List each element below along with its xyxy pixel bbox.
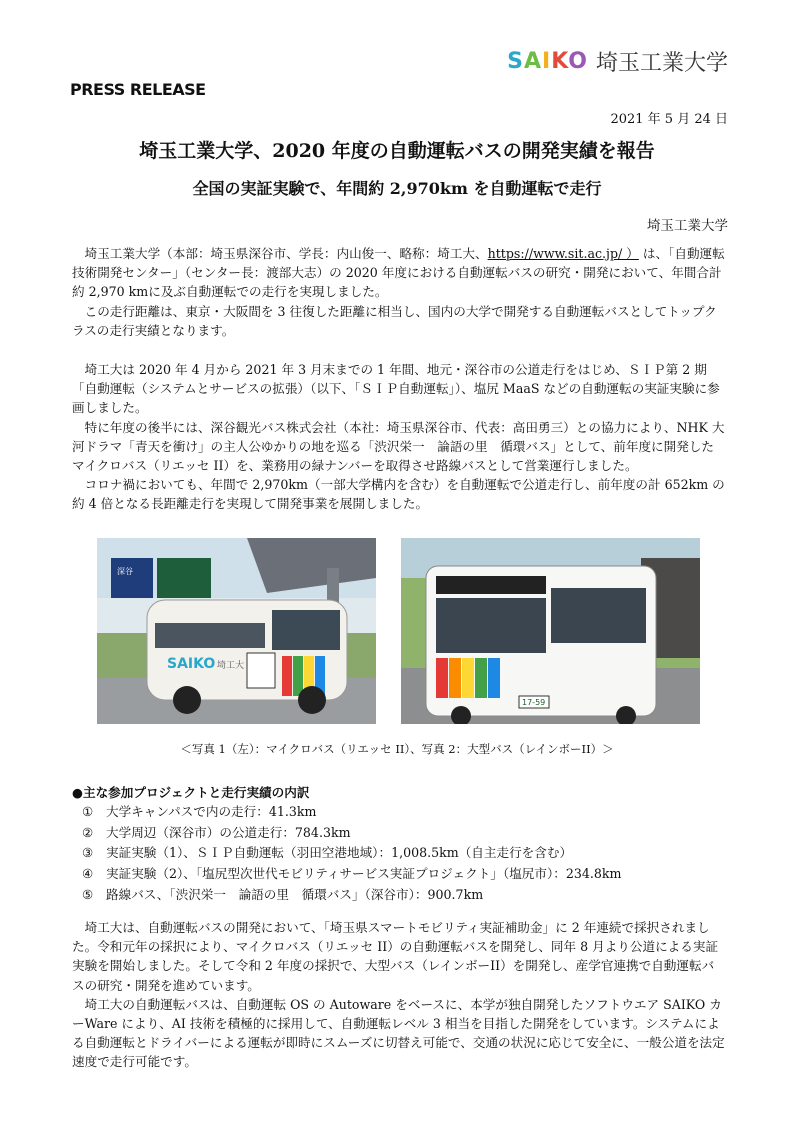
photo-caption: ＜写真 1（左）：マイクロバス（リエッセ II）、写真 2：大型バス（レインボーII）＞	[180, 742, 614, 756]
photo-large-bus	[401, 538, 700, 724]
list-item: ② 大学周辺（深谷市）の公道走行：784.3km	[82, 824, 351, 840]
photo-micro-bus	[97, 538, 376, 724]
activities-section	[72, 360, 726, 514]
bus-logo-text: SAIKO	[167, 656, 216, 672]
license-plate-text: 17-59	[522, 698, 546, 707]
large-bus-image	[401, 538, 700, 724]
project-list	[82, 802, 622, 906]
paragraph-route-bus: 特に年度の後半には、深谷観光バス株式会社（本社：埼玉県深谷市、代表：高田勇三）との協力により、NHK 大河ドラマ「青天を衝け」の主人公ゆかりの地を巡る「渋沢栄一 論語の里 循環バス」として、前年度に開発したマイクロバス（リエッセ II）を、業務用の緑ナンバーを取得させ路線バスとして営業運行しました。	[72, 419, 725, 474]
list-item: ④ 実証実験（2）、「塩尻型次世代モビリティサービス実証プロジェクト」（塩尻市）：234.8km	[82, 866, 622, 882]
university-logo-name: 埼玉工業大学	[595, 51, 728, 76]
press-release-label: PRESS RELEASE	[70, 80, 206, 99]
list-item: ⑤ 路線バス、「渋沢栄一 論語の里 循環バス」（深谷市）：900.7km	[82, 886, 484, 902]
bus-name-text: 埼工大	[217, 661, 245, 671]
paragraph-activities: 埼工大は 2020 年 4 月から 2021 年 3 月末までの 1 年間、地元・深谷市の公道走行をはじめ、ＳＩＰ第 2 期「自動運転（システムとサービスの拡張）（以下、「ＳＩＰ自動運転」）、塩尻 MaaS などの自動運転の実証実験に参画しました。	[72, 362, 720, 416]
document-subtitle: 全国の実証実験で、年間約 2,970km を自動運転で走行	[192, 179, 602, 198]
paragraph-autoware: 埼工大の自動運転バスは、自動運転 OS の Autoware をベースに、本学が独自開発したソフトウエア SAIKO カーWare により、AI 技術を積極的に採用して、自動運転レベル 3 相当を目指した開発をしています。システムによる自動運転とドライバーによる運転が即時にスムーズに切替え可能で、交通の状況に応じて安全に、一般公道を法定速度で走行可能です。	[72, 996, 725, 1070]
list-item: ③ 実証実験（1）、ＳＩＰ自動運転（羽田空港地域）：1,008.5km（自主走行を含む）	[82, 845, 573, 861]
release-date: 2021 年 5 月 24 日	[610, 112, 728, 127]
paragraph-covid: コロナ禍においても、年間で 2,970km（一部大学構内を含む）を自動運転で公道走行し、前年度の計 652km の約 4 倍となる長距離走行を実現して開発事業を展開しました。	[72, 477, 725, 512]
paragraph-distance: この走行距離は、東京・大阪間を 3 往復した距離に相当し、国内の大学で開発する自動運転バスとしてトップクラスの走行実績となります。	[72, 303, 717, 338]
document-title: 埼玉工業大学、2020 年度の自動運転バスの開発実績を報告	[139, 140, 655, 162]
micro-bus-image	[97, 538, 376, 724]
saiko-logo-mark: SAIKO	[507, 49, 588, 74]
issuing-organization: 埼玉工業大学	[647, 218, 728, 234]
list-item: ① 大学キャンパスで内の走行：41.3km	[82, 804, 317, 819]
university-url-link[interactable]: https://www.sit.ac.jp/ ）	[487, 246, 639, 261]
paragraph-subsidy: 埼工大は、自動運転バスの開発において、「埼玉県スマートモビリティ実証補助金」に 2 年連続で採択されました。令和元年の採択により、マイクロバス（リエッセ II）の自動運転バスを開発し、同年 8 月より公道による実証実験を開始しました。そして令和 2 年度の採択で、大型バス（レインボーII）を開発し、産学官連携で自動運転バスの研究・開発を進めています。	[72, 920, 719, 993]
development-section	[72, 918, 726, 1072]
road-sign-text: 深谷	[117, 567, 133, 576]
header-logo	[507, 46, 728, 77]
paragraph-intro: 埼玉工業大学（本部：埼玉県深谷市、学長：内山俊一、略称：埼工大、https://www.sit.ac.jp/ ） は、「自動運転技術開発センター」（センター長：渡部大志）の 2020 年度における自動運転バスの研究・開発において、年間合計約 2,970 kmに及ぶ自動運転での走行を実現しました。	[72, 246, 725, 300]
intro-section	[72, 244, 726, 340]
projects-section-title: ●主な参加プロジェクトと走行実績の内訳	[72, 785, 310, 800]
